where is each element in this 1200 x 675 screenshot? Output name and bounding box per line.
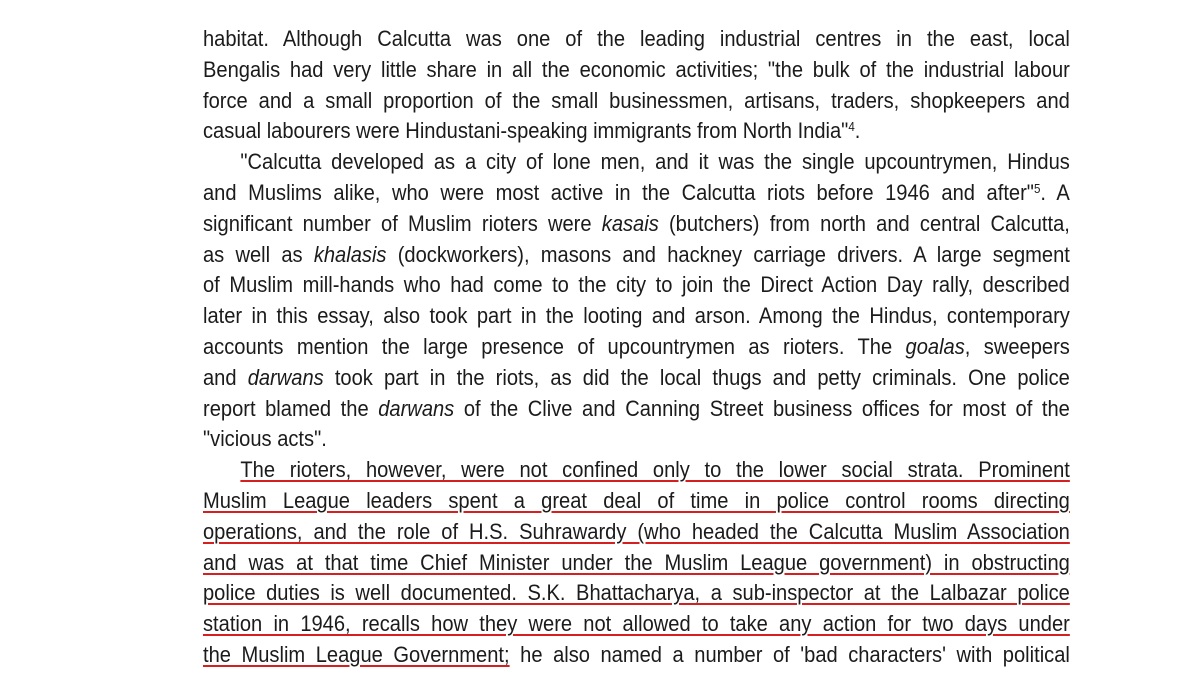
text-segment: and Muslims alike, who were most active in the Calcutta riots before 1946 and after"	[203, 179, 1034, 205]
text-segment: . A	[1040, 179, 1070, 205]
text-line: Bengalis had very little share in all the economic activities; "the bulk of the industrial labour	[203, 56, 1070, 82]
text-line	[203, 209, 1070, 240]
text-line: later in this essay, also took part in the looting and arson. Among the Hindus, contemporary	[203, 303, 1070, 329]
document-text	[203, 24, 1070, 671]
text-line: force and a small proportion of the small businessmen, artisans, traders, shopkeepers and	[203, 87, 1070, 113]
text-line	[203, 640, 1070, 671]
text-line	[203, 394, 1070, 425]
document-page	[203, 24, 1070, 671]
text-segment: and	[203, 364, 248, 390]
text-segment: took part in the riots, as did the local thugs and petty criminals. One police	[323, 364, 1070, 390]
underlined-line: police duties is well documented. S.K. Bhattacharya, a sub-inspector at the Lalbazar police	[203, 580, 1070, 606]
text-line	[203, 116, 1070, 147]
text-segment: report blamed the	[203, 395, 379, 421]
text-line	[203, 332, 1070, 363]
text-segment: (butchers) from north and central Calcutta,	[658, 210, 1070, 236]
text-segment: significant number of Muslim rioters were	[203, 210, 602, 236]
text-segment: of the Clive and Canning Street business offices for most of the	[454, 395, 1070, 421]
text-line	[203, 363, 1070, 394]
footnote-marker: 4	[848, 119, 855, 135]
text-segment: (dockworkers), masons and hackney carriage drivers. A large segment	[386, 241, 1070, 267]
footnote-marker: 5	[1033, 180, 1041, 196]
text-line: "vicious acts".	[203, 426, 327, 452]
underlined-line: The rioters, however, were not confined only to the lower social strata. Prominent	[240, 457, 1070, 483]
text-segment: he also named a number of 'bad characters' with political	[509, 641, 1070, 667]
text-segment: .	[854, 118, 861, 144]
underlined-line: Muslim League leaders spent a great deal of time in police control rooms directing	[203, 487, 1070, 513]
underlined-segment: the Muslim League Government;	[203, 641, 510, 667]
text-line	[203, 178, 1070, 209]
paragraph-1	[203, 24, 1070, 147]
text-segment: accounts mention the large presence of upcountrymen as rioters. The	[203, 333, 906, 359]
italic-term: kasais	[601, 210, 659, 236]
text-segment: as well as	[203, 241, 314, 267]
text-line: habitat. Although Calcutta was one of the leading industrial centres in the east, local	[203, 26, 1070, 51]
italic-term: goalas	[905, 333, 965, 359]
text-segment: , sweepers	[964, 333, 1070, 359]
paragraph-2	[203, 147, 1070, 455]
paragraph-3-highlighted	[203, 455, 1070, 671]
text-line: "Calcutta developed as a city of lone men, and it was the single upcountrymen, Hindus	[240, 149, 1070, 175]
text-line	[203, 240, 1070, 271]
italic-term: darwans	[247, 364, 324, 390]
italic-term: darwans	[378, 395, 455, 421]
underlined-line: and was at that time Chief Minister under the Muslim League government) in obstructing	[203, 549, 1070, 575]
italic-term: khalasis	[313, 241, 387, 267]
underlined-line: station in 1946, recalls how they were not allowed to take any action for two days under	[203, 611, 1070, 637]
text-line: of Muslim mill-hands who had come to the city to join the Direct Action Day rally, described	[203, 272, 1070, 298]
text-segment: casual labourers were Hindustani-speaking immigrants from North India"	[203, 118, 849, 144]
underlined-line: operations, and the role of H.S. Suhrawardy (who headed the Calcutta Muslim Association	[203, 518, 1070, 544]
